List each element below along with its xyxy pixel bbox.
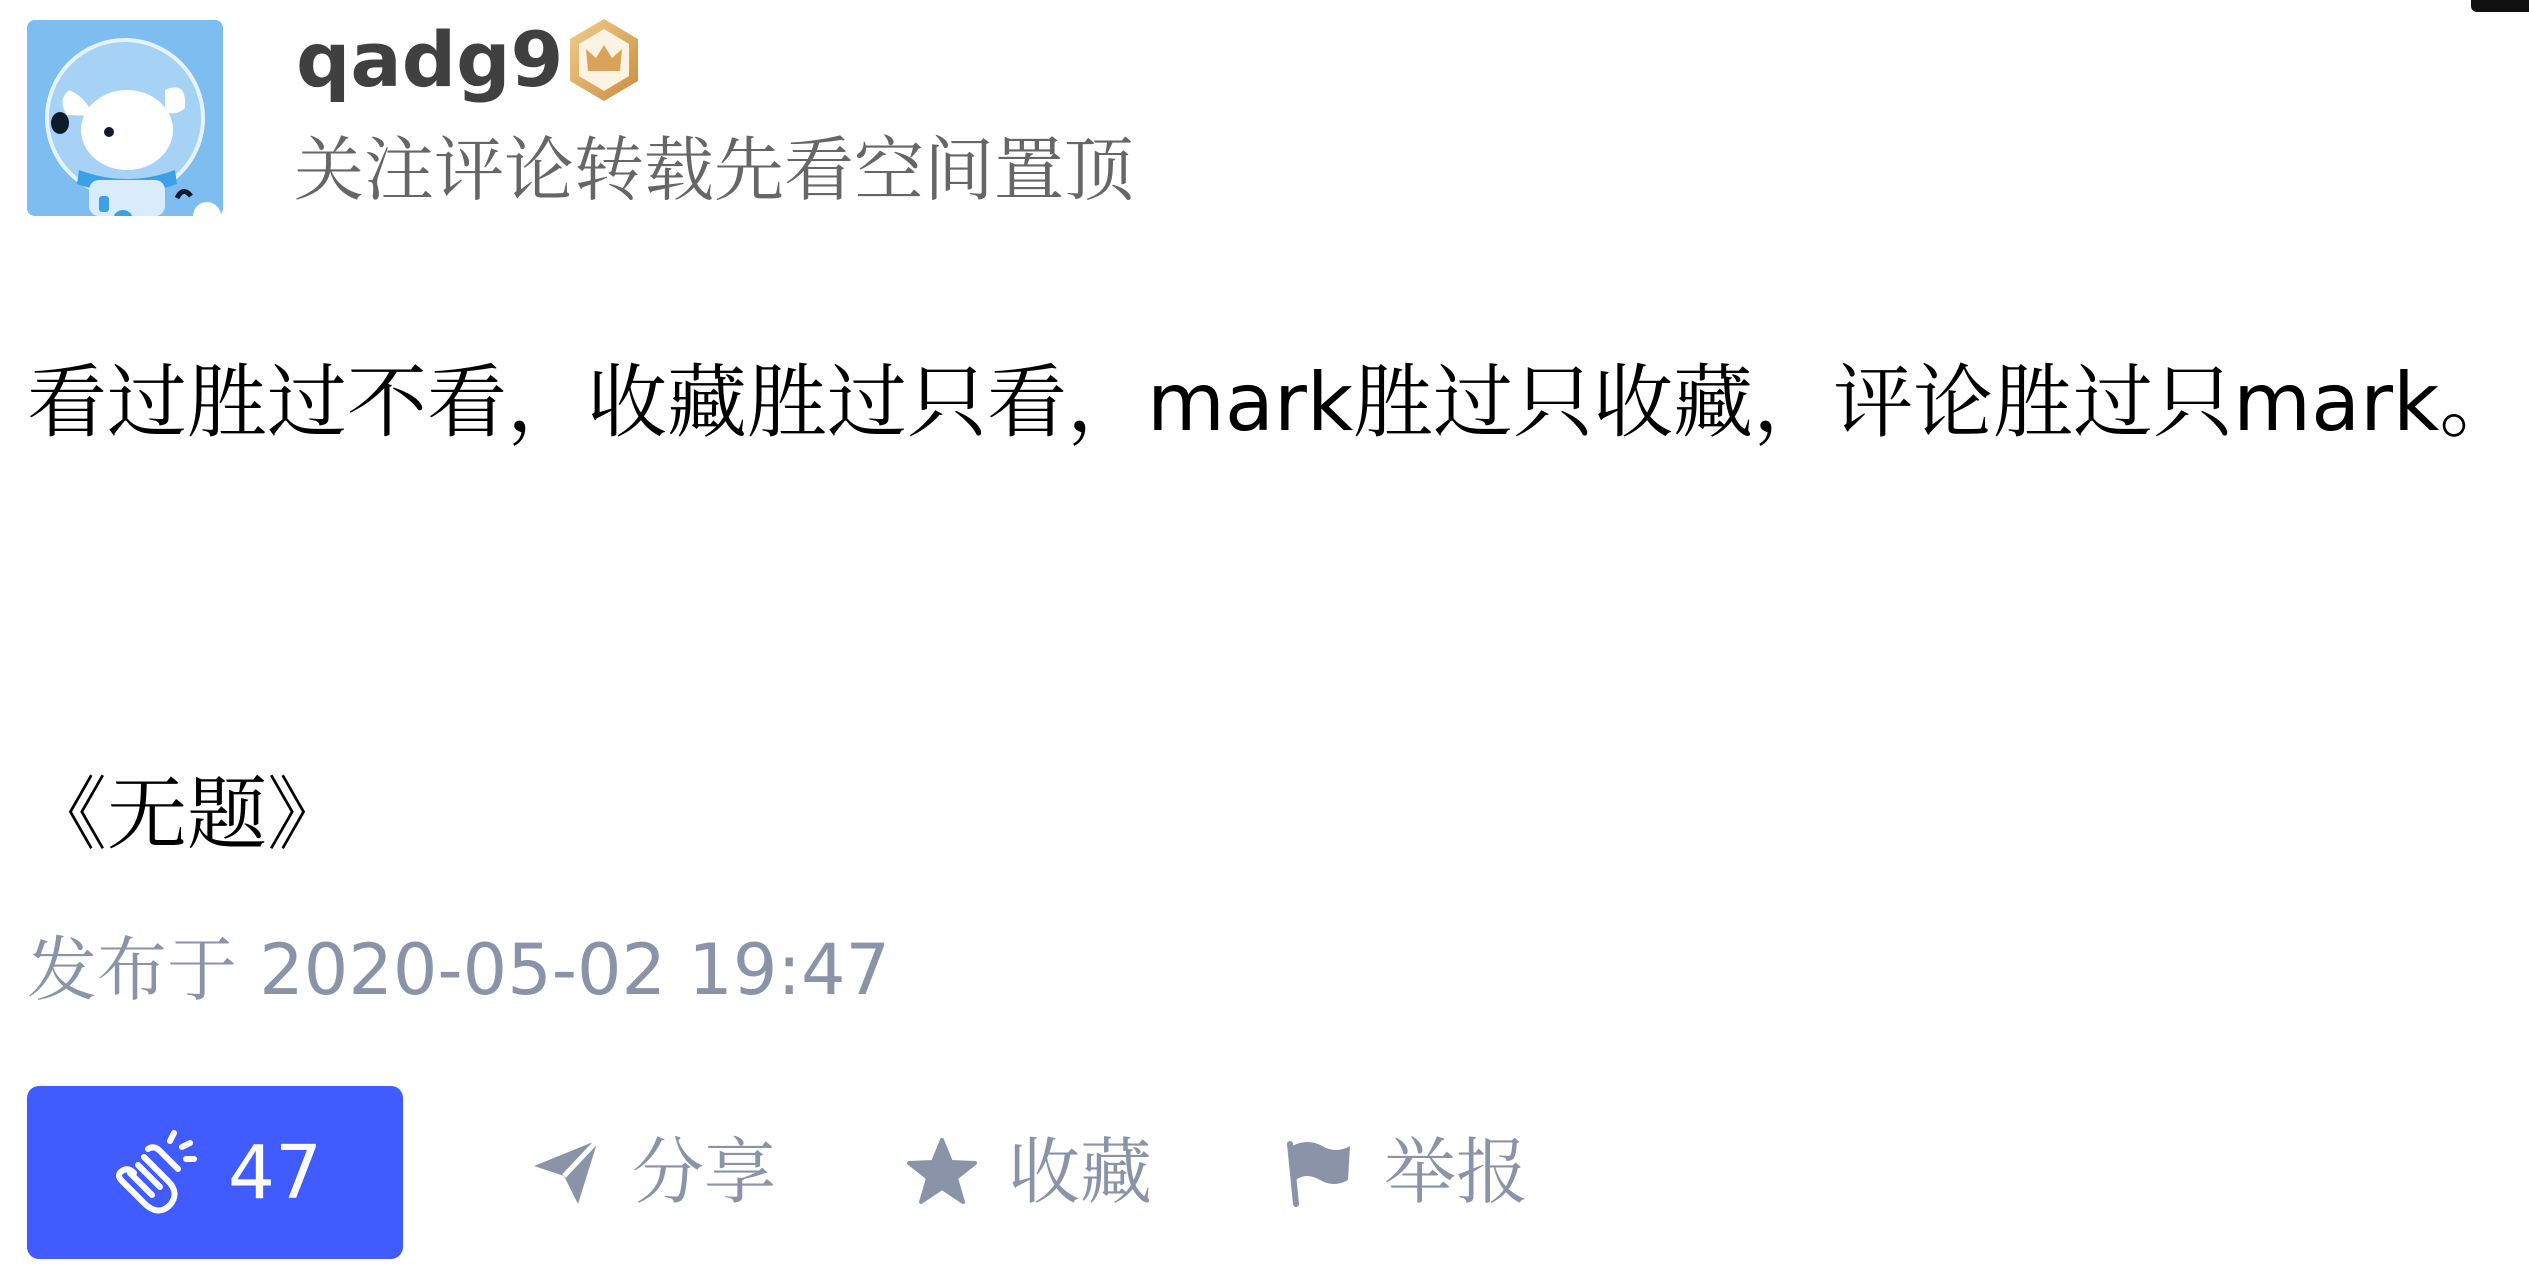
user-signature: 关注评论转载先看空间置顶 bbox=[294, 129, 1134, 211]
avatar[interactable] bbox=[27, 20, 223, 216]
favorite-button[interactable] bbox=[906, 1120, 1152, 1224]
flag-icon bbox=[1282, 1136, 1354, 1208]
dog-astronaut-avatar-icon bbox=[27, 20, 223, 216]
share-label: 分享 bbox=[632, 1130, 777, 1214]
report-label: 举报 bbox=[1384, 1130, 1529, 1214]
share-button[interactable] bbox=[530, 1120, 776, 1224]
post-body: 看过胜过不看，收藏胜过只看，mark胜过只收藏，评论胜过只mark。 bbox=[27, 356, 2520, 449]
star-icon bbox=[906, 1136, 978, 1208]
paper-plane-icon bbox=[530, 1136, 602, 1208]
clap-hands-icon bbox=[108, 1127, 200, 1219]
like-button[interactable] bbox=[27, 1086, 403, 1259]
favorite-label: 收藏 bbox=[1008, 1130, 1153, 1214]
like-count: 47 bbox=[227, 1129, 323, 1216]
publish-timestamp: 发布于 2020-05-02 19:47 bbox=[27, 929, 891, 1011]
crown-level-badge-icon bbox=[566, 17, 642, 103]
window-corner-bar bbox=[2471, 0, 2529, 12]
post-title: 《无题》 bbox=[27, 768, 347, 861]
username[interactable]: qadg9 bbox=[296, 15, 564, 104]
report-button[interactable] bbox=[1282, 1120, 1528, 1224]
